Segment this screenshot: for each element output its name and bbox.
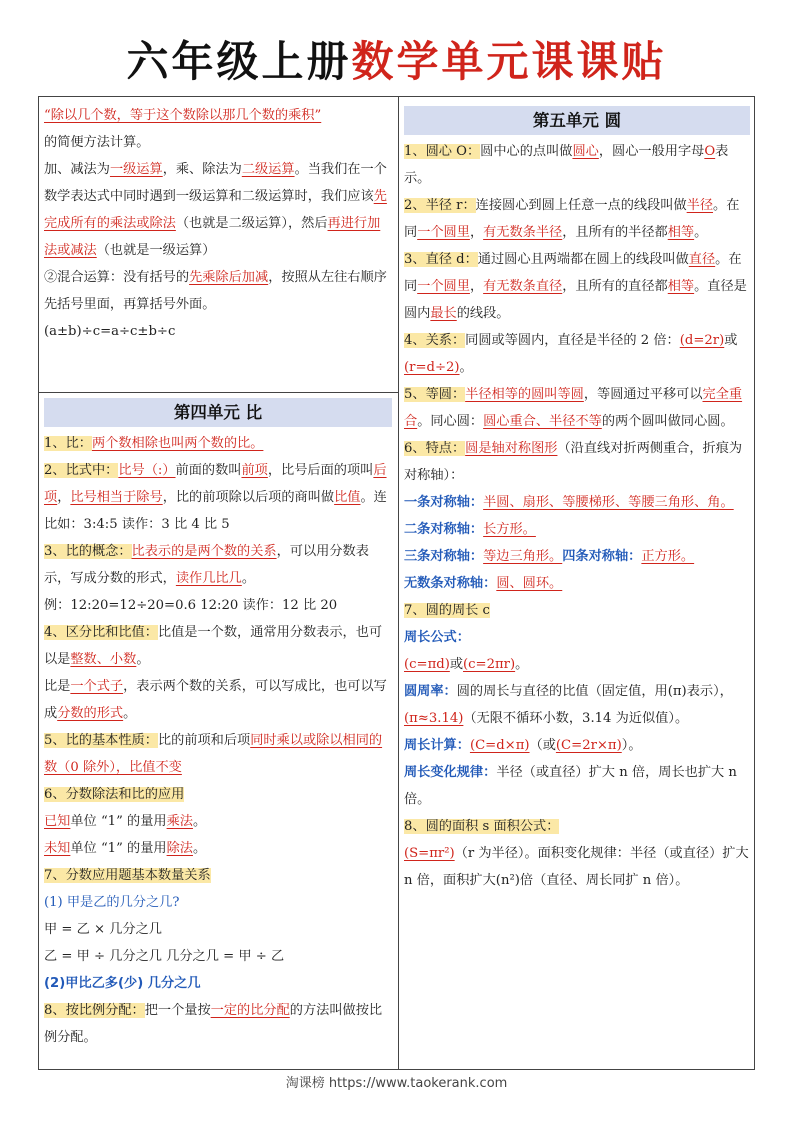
footer: 淘课榜 https://www.taokerank.com [285,1076,508,1091]
operation-order-para: 加、减法为一级运算，乘、除法为二级运算。当我们在一个数学表达式中同时遇到一级运算和二级运算时，我们应该先完成所有的乘法或除法（也就是二级运算），然后再进行加法或减法（也就是一级运算） [44,162,387,258]
unit5-s1: 1、圆心 O：圆中心的点叫做圆心，圆心一般用字母O表示。 [404,144,729,186]
section-divider [38,392,399,393]
unit4-s7f2: 乙 = 甲 ÷ 几分之几 几分之几 = 甲 ÷ 乙 [44,949,285,964]
unit5-s7a: 周长公式： [404,630,470,645]
page-title [0,34,793,90]
unit4-s6a: 已知单位 “1” 的量用乘法。 [44,814,207,829]
unit5-s3: 3、直径 d：通过圆心且两端都在圆上的线段叫做直径。在同一个圆里，有无数条直径，且所有的直径都相等。直径是圆内最长的线段。 [404,252,747,321]
unit4-s5: 5、比的基本性质：比的前项和后项同时乘以或除以相同的数（0 除外），比值不变 [44,733,383,775]
unit5-s7c: 圆周率：圆的周长与直径的比值（固定值，用(π)表示），(π≈3.14)（无限不循环小数，3.14 为近似值）。 [404,684,733,726]
unit4-example: 例：12:20=12÷20=0.6 12:20 读作：12 比 20 [44,598,338,613]
rule-tail: 的简便方法计算。 [44,135,150,150]
unit5-block [404,106,750,894]
rule-quote: “除以几个数，等于这个数除以那几个数的乘积” [44,108,322,123]
unit4-s7f1: 甲 = 乙 × 几分之几 [44,922,162,937]
unit4-s6b: 未知单位 “1” 的量用除法。 [44,841,207,856]
unit4-s7q: (1) 甲是乙的几分之几? [44,895,180,910]
unit5-s2: 2、半径 r：连接圆心到圆上任意一点的线段叫做半径。在同一个圆里，有无数条半径，且所有的半径都相等。 [404,198,740,240]
unit4-header: 第四单元 比 [44,398,392,427]
mixed-operation-para: ②混合运算：没有括号的先乘除后加减，按照从左往右顺序先括号里面，再算括号外面。 [44,270,387,312]
unit4-s4: 4、区分比和比值：比值是一个数，通常用分数表示，也可以是整数、小数。 [44,625,383,667]
unit5-s7e: 周长变化规律：半径（或直径）扩大 n 倍，周长也扩大 n 倍。 [404,765,737,807]
unit5-s6: 6、特点：圆是轴对称图形（沿直线对折两侧重合，折痕为对称轴）： [404,441,743,483]
title-red: 数学单元课课贴 [351,37,667,86]
column-divider [398,96,399,1070]
unit5-s7b: (c=πd)或(c=2πr)。 [404,657,529,672]
unit5-axis3: 三条对称轴：等边三角形。四条对称轴：正方形。 [404,549,695,564]
unit4-block [44,398,392,1051]
unit5-s4: 4、关系：同圆或等圆内，直径是半径的 2 倍：(d=2r)或(r=d÷2)。 [404,333,738,375]
unit5-s8: 8、圆的面积 s 面积公式： [404,819,560,834]
left-top-block [44,102,392,345]
formula: (a±b)÷c=a÷c±b÷c [44,324,176,339]
title-black: 六年级上册 [126,37,352,86]
unit5-header: 第五单元 圆 [404,106,750,135]
unit5-s7: 7、圆的周长 c [404,603,490,618]
unit4-s4b: 比是一个式子，表示两个数的关系，可以写成比，也可以写成分数的形式。 [44,679,387,721]
unit4-s7: 7、分数应用题基本数量关系 [44,868,211,883]
unit4-s6: 6、分数除法和比的应用 [44,787,185,802]
unit4-s1: 1、比：两个数相除也叫两个数的比。 [44,436,264,451]
unit5-s7d: 周长计算：(C=d×π)（或(C=2r×π)）。 [404,738,642,753]
unit4-s7q2: (2)甲比乙多(少) 几分之几 [44,976,201,991]
unit5-s5: 5、等圆：半径相等的圆叫等圆，等圆通过平移可以完全重合。同心圆：圆心重合、半径不等的两个圆叫做同心圆。 [404,387,743,429]
unit5-axis1: 一条对称轴：半圆、扇形、等腰梯形、等腰三角形、角。 [404,495,734,510]
unit5-s8a: (S=πr²)（r 为半径）。面积变化规律：半径（或直径）扩大 n 倍，面积扩大(n²)倍（直径、周长同扩 n 倍）。 [404,846,749,888]
unit4-s3: 3、比的概念：比表示的是两个数的关系，可以用分数表示，写成分数的形式，读作几比几。 [44,544,369,586]
unit5-axis2: 二条对称轴：长方形。 [404,522,536,537]
unit5-axisinf: 无数条对称轴：圆、圆环。 [404,576,563,591]
unit4-s8: 8、按比例分配：把一个量按一定的比分配的方法叫做按比例分配。 [44,1003,383,1045]
unit4-s2: 2、比式中：比号（:）前面的数叫前项，比号后面的项叫后项，比号相当于除号，比的前项除以后项的商叫做比值。连比如：3:4:5 读作：3 比 4 比 5 [44,463,387,532]
